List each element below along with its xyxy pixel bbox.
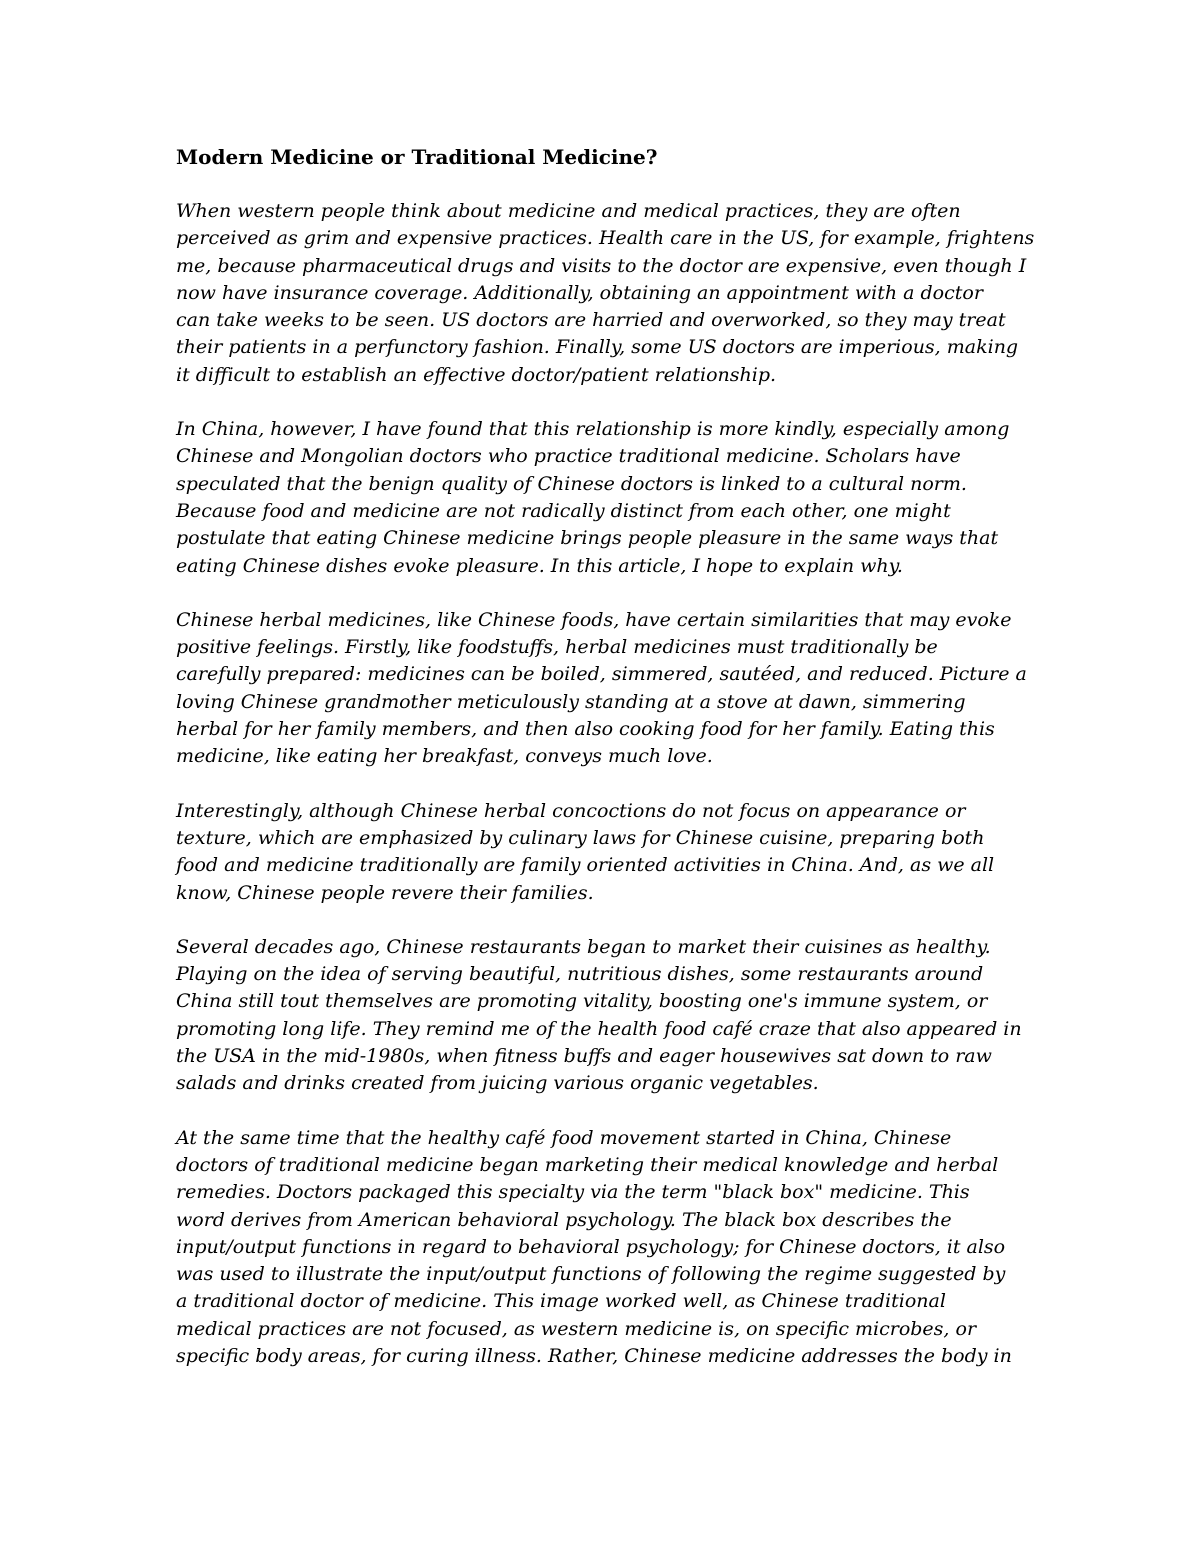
paragraph-line: medical practices are not focused, as western medicine is, on specific microbes, or	[176, 1317, 977, 1340]
paragraph-line: carefully prepared: medicines can be boiled, simmered, sautéed, and reduced. Picture a	[176, 663, 1027, 686]
paragraph-line: the USA in the mid-1980s, when fitness buffs and eager housewives sat down to raw	[176, 1045, 992, 1068]
paragraph-line: eating Chinese dishes evoke pleasure. In this article, I hope to explain why.	[176, 554, 903, 577]
paragraph-6	[176, 1125, 1028, 1371]
paragraph-line: Because food and medicine are not radically distinct from each other, one might	[176, 499, 951, 522]
paragraph-line: China still tout themselves are promoting vitality, boosting one's immune system, or	[176, 990, 988, 1013]
paragraph-line: it difficult to establish an effective doctor/patient relationship.	[176, 363, 777, 386]
paragraph-line: can take weeks to be seen. US doctors are harried and overworked, so they may treat	[176, 309, 1006, 332]
paragraph-line: remedies. Doctors packaged this specialty via the term "black box" medicine. This	[176, 1181, 970, 1204]
paragraph-line: Interestingly, although Chinese herbal concoctions do not focus on appearance or	[176, 799, 966, 822]
paragraph-line: specific body areas, for curing illness. Rather, Chinese medicine addresses the body in	[176, 1344, 1012, 1367]
paragraph-line: In China, however, I have found that this relationship is more kindly, especially among	[176, 418, 1010, 441]
paragraph-line: positive feelings. Firstly, like foodstuffs, herbal medicines must traditionally be	[176, 636, 938, 659]
paragraph-line: salads and drinks created from juicing various organic vegetables.	[176, 1072, 819, 1095]
paragraph-line: postulate that eating Chinese medicine brings people pleasure in the same ways that	[176, 527, 999, 550]
paragraph-line: a traditional doctor of medicine. This image worked well, as Chinese traditional	[176, 1290, 946, 1313]
paragraph-line: food and medicine traditionally are family oriented activities in China. And, as we all	[176, 854, 995, 877]
document-body	[176, 144, 1035, 1397]
paragraph-line: input/output functions in regard to behavioral psychology; for Chinese doctors, it also	[176, 1235, 1006, 1258]
paragraph-line: texture, which are emphasized by culinary laws for Chinese cuisine, preparing both	[176, 826, 985, 849]
paragraph-line: Several decades ago, Chinese restaurants began to market their cuisines as healthy.	[176, 935, 991, 958]
paragraph-line: word derives from American behavioral psychology. The black box describes the	[176, 1208, 952, 1231]
paragraph-line: their patients in a perfunctory fashion. Finally, some US doctors are imperious, making	[176, 336, 1019, 359]
paragraph-line: doctors of traditional medicine began marketing their medical knowledge and herbal	[176, 1153, 999, 1176]
paragraph-3	[176, 607, 1028, 771]
paragraph-line: loving Chinese grandmother meticulously standing at a stove at dawn, simmering	[176, 690, 966, 713]
paragraph-line: When western people think about medicine and medical practices, they are often	[176, 200, 961, 222]
paragraph-line: perceived as grim and expensive practices. Health care in the US, for example, frightens	[176, 227, 1035, 250]
paragraph-line: herbal for her family members, and then also cooking food for her family. Eating this	[176, 718, 995, 741]
document-title: Modern Medicine or Traditional Medicine?	[176, 145, 658, 169]
paragraph-line: me, because pharmaceutical drugs and visits to the doctor are expensive, even though I	[176, 254, 1027, 277]
paragraph-line: At the same time that the healthy café food movement started in China, Chinese	[176, 1126, 952, 1149]
paragraph-2	[176, 416, 1028, 580]
paragraph-line: promoting long life. They remind me of the health food café craze that also appeared in	[176, 1017, 1022, 1040]
paragraph-1	[176, 198, 1035, 389]
paragraph-line: Chinese and Mongolian doctors who practice traditional medicine. Scholars have	[176, 445, 961, 468]
paragraph-line: medicine, like eating her breakfast, conveys much love.	[176, 745, 713, 768]
paragraph-line: was used to illustrate the input/output functions of following the regime suggested by	[176, 1263, 1006, 1286]
paragraph-line: now have insurance coverage. Additionally, obtaining an appointment with a doctor	[176, 281, 983, 304]
paragraph-line: Playing on the idea of serving beautiful, nutritious dishes, some restaurants around	[176, 963, 984, 986]
paragraph-line: speculated that the benign quality of Chinese doctors is linked to a cultural norm.	[176, 472, 967, 495]
paragraph-line: know, Chinese people revere their families.	[176, 881, 594, 904]
paragraph-5	[176, 934, 1028, 1098]
paragraph-line: Chinese herbal medicines, like Chinese foods, have certain similarities that may evoke	[176, 608, 1012, 631]
paragraph-4	[176, 798, 1028, 907]
